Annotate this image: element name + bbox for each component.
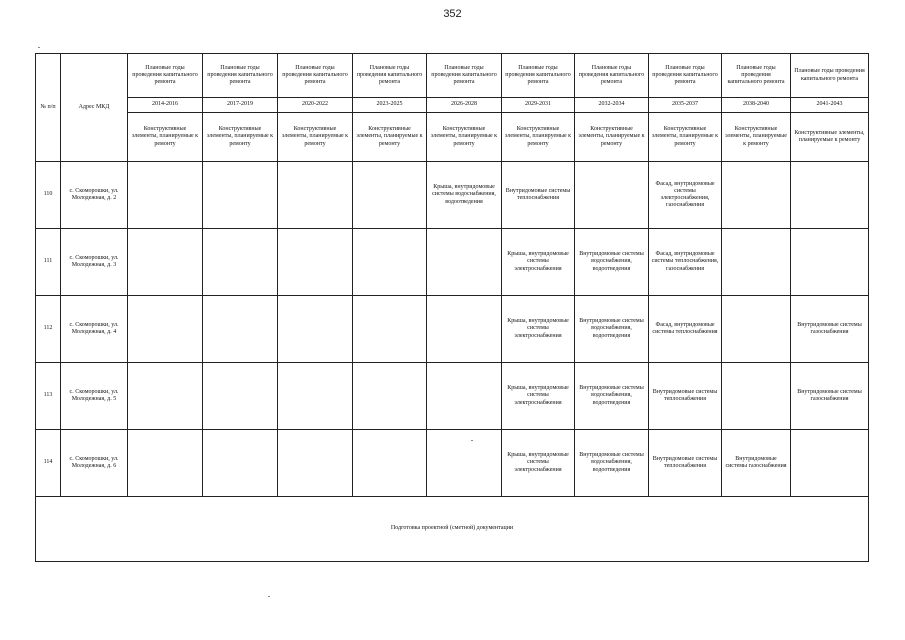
scan-speck	[38, 47, 40, 48]
period-years-header: 2041-2043	[791, 98, 869, 113]
planned-elements-cell	[722, 162, 791, 229]
period-elements-header: Конструктивные элементы, планируемые к ремонту	[722, 113, 791, 162]
period-title-header: Плановые годы проведения капитального ремонта	[278, 54, 353, 98]
row-address: с. Скоморошки, ул. Молодежная, д. 4	[61, 296, 128, 363]
planned-elements-cell: Крыша, внутридомовые системы электроснабжения	[502, 430, 575, 497]
planned-elements-cell: Фасад, внутридомовые системы электроснабжения, газоснабжения	[649, 162, 722, 229]
planned-elements-cell	[353, 430, 427, 497]
period-title-header: Плановые годы проведения капитального ремонта	[575, 54, 649, 98]
planned-elements-cell: Внутридомовые системы водоснабжения, водоотведения	[575, 430, 649, 497]
planned-elements-cell: Внутридомовые системы газоснабжения	[791, 296, 869, 363]
planned-elements-cell: Фасад, внутридомовые системы теплоснабжения	[649, 296, 722, 363]
period-years-header: 2029-2031	[502, 98, 575, 113]
planned-elements-cell	[278, 296, 353, 363]
period-elements-header: Конструктивные элементы, планируемые к ремонту	[575, 113, 649, 162]
planned-elements-cell	[278, 162, 353, 229]
planned-elements-cell	[791, 162, 869, 229]
table-body	[36, 162, 869, 497]
footer-row	[36, 497, 869, 562]
planned-elements-cell: Внутридомовые системы газоснабжения	[791, 363, 869, 430]
planned-elements-cell	[278, 229, 353, 296]
planned-elements-cell: Крыша, внутридомовые системы электроснабжения	[502, 363, 575, 430]
row-address: с. Скоморошки, ул. Молодежная, д. 2	[61, 162, 128, 229]
period-title-header: Плановые годы проведения капитального ремонта	[427, 54, 502, 98]
planned-elements-cell	[791, 430, 869, 497]
planned-elements-cell	[278, 363, 353, 430]
planned-elements-cell	[128, 430, 203, 497]
row-address: с. Скоморошки, ул. Молодежная, д. 5	[61, 363, 128, 430]
planned-elements-cell: Внутридомовые системы газоснабжения	[722, 430, 791, 497]
period-years-header: 2014-2016	[128, 98, 203, 113]
planned-elements-cell	[722, 296, 791, 363]
planned-elements-cell	[203, 296, 278, 363]
period-elements-header: Конструктивные элементы, планируемые к ремонту	[353, 113, 427, 162]
period-years-header: 2017-2019	[203, 98, 278, 113]
table-row	[36, 162, 869, 229]
period-elements-header: Конструктивные элементы, планируемые к ремонту	[502, 113, 575, 162]
repair-schedule-table	[35, 53, 869, 562]
planned-elements-cell	[353, 229, 427, 296]
planned-elements-cell	[278, 430, 353, 497]
row-number: 114	[36, 430, 61, 497]
period-title-header: Плановые годы проведения капитального ремонта	[128, 54, 203, 98]
period-title-header: Плановые годы проведения капитального ремонта	[722, 54, 791, 98]
period-title-header: Плановые годы проведения капитального ремонта	[649, 54, 722, 98]
scan-speck	[268, 596, 270, 597]
planned-elements-cell	[575, 162, 649, 229]
planned-elements-cell	[128, 229, 203, 296]
planned-elements-cell	[203, 162, 278, 229]
period-elements-header: Конструктивные элементы, планируемые к ремонту	[649, 113, 722, 162]
planned-elements-cell: Фасад, внутридомовые системы теплоснабжения, газоснабжения	[649, 229, 722, 296]
period-years-header: 2023-2025	[353, 98, 427, 113]
row-address: с. Скоморошки, ул. Молодежная, д. 3	[61, 229, 128, 296]
planned-elements-cell	[203, 430, 278, 497]
planned-elements-cell	[427, 229, 502, 296]
planned-elements-cell	[128, 162, 203, 229]
period-elements-header: Конструктивные элементы, планируемые к ремонту	[278, 113, 353, 162]
scan-speck	[471, 440, 473, 441]
row-number: 111	[36, 229, 61, 296]
period-title-header: Плановые годы проведения капитального ремонта	[502, 54, 575, 98]
period-title-header: Плановые годы проведения капитального ремонта	[203, 54, 278, 98]
planned-elements-cell	[791, 229, 869, 296]
column-header-number: № п/п	[36, 54, 61, 162]
period-elements-header: Конструктивные элементы, планируемые к ремонту	[203, 113, 278, 162]
planned-elements-cell: Внутридомовые системы теплоснабжения	[502, 162, 575, 229]
period-elements-header: Конструктивные элементы, планируемые к ремонту	[791, 113, 869, 162]
planned-elements-cell: Внутридомовые системы теплоснабжения	[649, 430, 722, 497]
planned-elements-cell: Внутридомовые системы водоснабжения, водоотведения	[575, 363, 649, 430]
row-number: 110	[36, 162, 61, 229]
planned-elements-cell: Внутридомовые системы водоснабжения, водоотведения	[575, 296, 649, 363]
period-elements-header: Конструктивные элементы, планируемые к ремонту	[427, 113, 502, 162]
planned-elements-cell	[203, 363, 278, 430]
planned-elements-cell: Внутридомовые системы водоснабжения, водоотведения	[575, 229, 649, 296]
page-number: 352	[443, 8, 462, 20]
planned-elements-cell: Крыша, внутридомовые системы водоснабжения, водоотведения	[427, 162, 502, 229]
table-row	[36, 296, 869, 363]
row-number: 112	[36, 296, 61, 363]
planned-elements-cell	[353, 296, 427, 363]
planned-elements-cell	[353, 363, 427, 430]
period-years-header: 2032-2034	[575, 98, 649, 113]
table-header	[36, 54, 869, 162]
planned-elements-cell	[427, 363, 502, 430]
planned-elements-cell	[722, 229, 791, 296]
design-documentation-label: Подготовка проектной (сметной) документации	[36, 497, 869, 562]
period-years-header: 2038-2040	[722, 98, 791, 113]
table-row	[36, 430, 869, 497]
planned-elements-cell	[427, 296, 502, 363]
planned-elements-cell: Крыша, внутридомовые системы электроснабжения	[502, 229, 575, 296]
planned-elements-cell	[203, 229, 278, 296]
row-address: с. Скоморошки, ул. Молодежная, д. 6	[61, 430, 128, 497]
planned-elements-cell	[427, 430, 502, 497]
period-title-header: Плановые годы проведения капитального ремонта	[353, 54, 427, 98]
period-elements-header: Конструктивные элементы, планируемые к ремонту	[128, 113, 203, 162]
table-row	[36, 363, 869, 430]
period-title-header: Плановые годы проведения капитального ремонта	[791, 54, 869, 98]
planned-elements-cell	[128, 296, 203, 363]
table-row	[36, 229, 869, 296]
period-years-header: 2026-2028	[427, 98, 502, 113]
column-header-address: Адрес МКД	[61, 54, 128, 162]
planned-elements-cell	[353, 162, 427, 229]
planned-elements-cell	[128, 363, 203, 430]
planned-elements-cell	[722, 363, 791, 430]
period-years-header: 2035-2037	[649, 98, 722, 113]
period-years-header: 2020-2022	[278, 98, 353, 113]
planned-elements-cell: Внутридомовые системы теплоснабжения	[649, 363, 722, 430]
row-number: 113	[36, 363, 61, 430]
planned-elements-cell: Крыша, внутридомовые системы электроснабжения	[502, 296, 575, 363]
